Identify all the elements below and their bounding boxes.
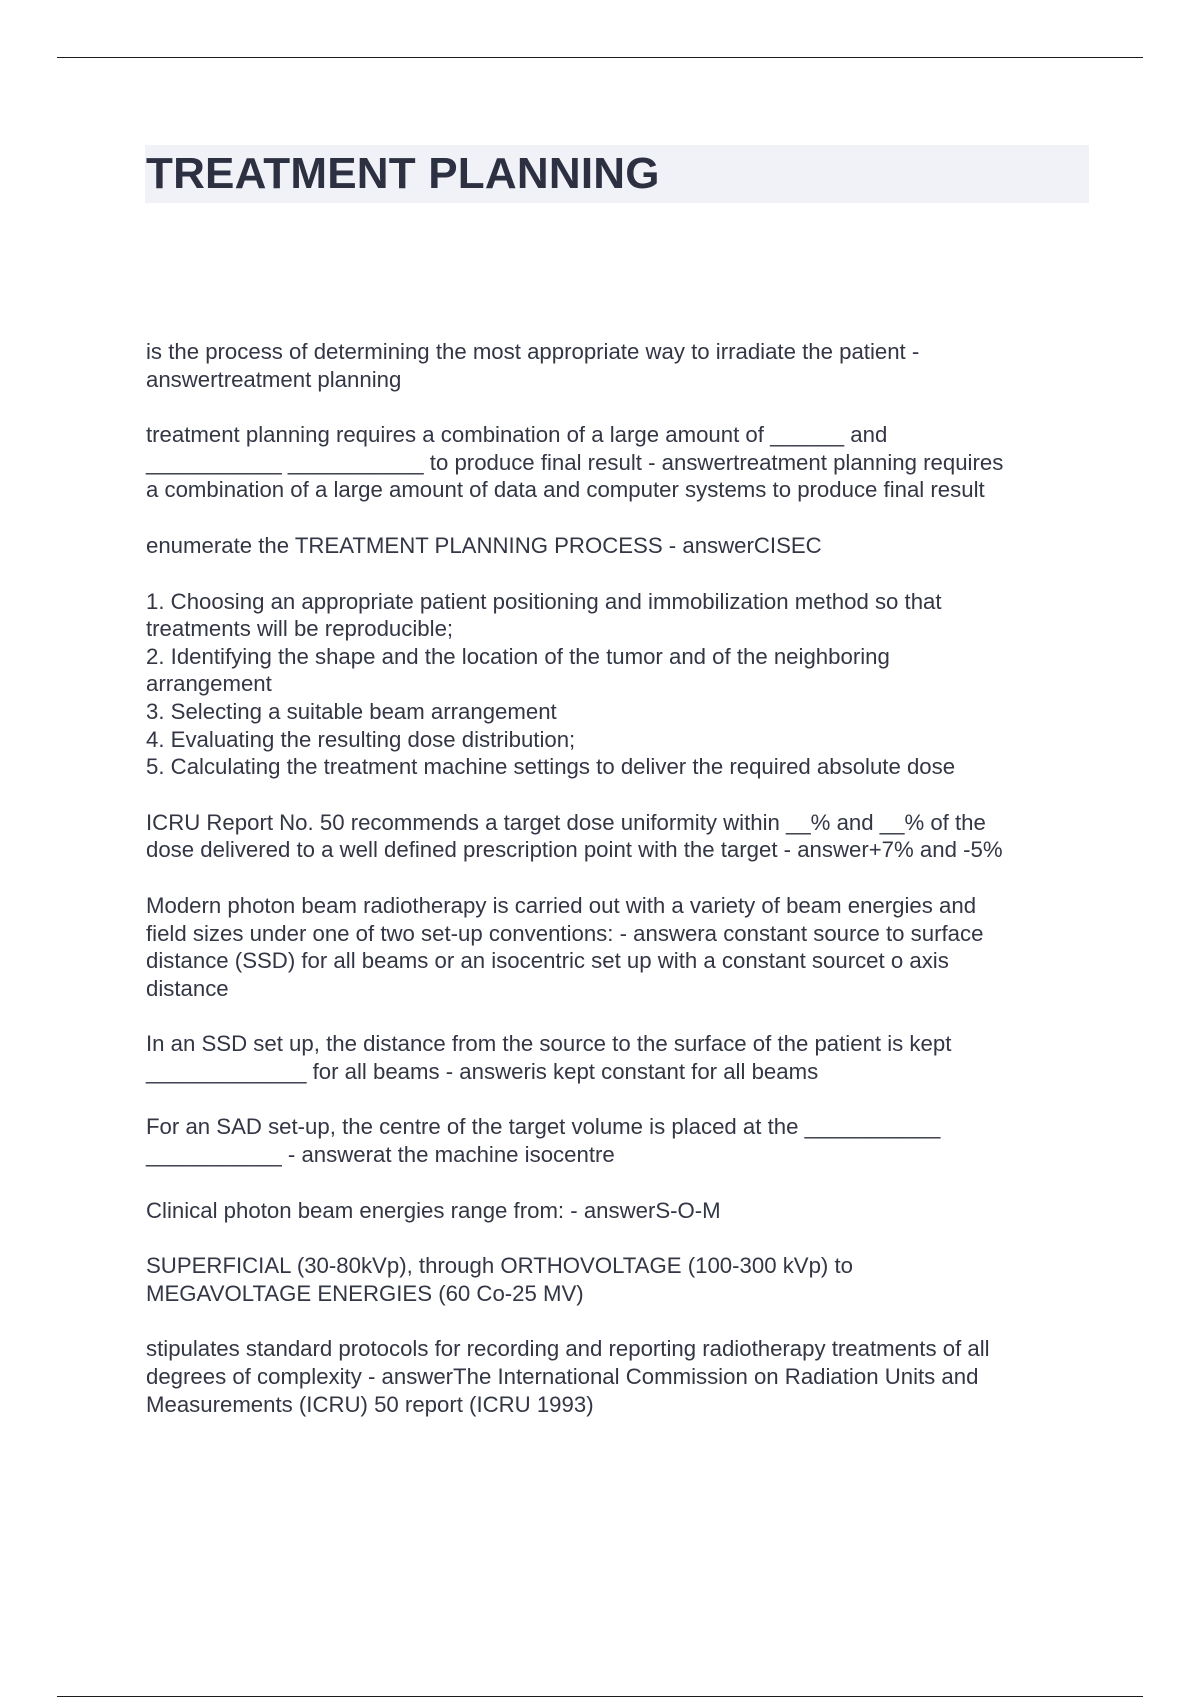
process-steps-list: 1. Choosing an appropriate patient positioning and immobilization method so that treatments will be reproducible; 2. Identifying the shape and the location of the tumor and of the neighboring arrangement 3. Selecting a suitable beam arrangement 4. Evaluating the resulting dose distribution; 5. Calculating the treatment machine settings to deliver the required absolute dose <box>146 588 956 780</box>
document-body <box>146 338 1096 1446</box>
qa-entry-process: enumerate the TREATMENT PLANNING PROCESS - answerCISEC <box>146 532 822 558</box>
qa-entry-ssd-setup: In an SSD set up, the distance from the source to the surface of the patient is kept _____________ for all beams - answeris kept constant for all beams <box>146 1031 952 1084</box>
qa-entry-sad-setup: For an SAD set-up, the centre of the target volume is placed at the ___________ ___________ - answerat the machine isocentre <box>146 1114 941 1168</box>
qa-entry-definition: is the process of determining the most appropriate way to irradiate the patient - answertreatment planning <box>146 339 920 392</box>
top-rule <box>57 57 1143 58</box>
qa-entry-setup-conventions: Modern photon beam radiotherapy is carried out with a variety of beam energies and field sizes under one of two set-up conventions: - answera constant source to surface distance (SSD) for all beams or an isocentric set up with a constant sourcet o axis distance <box>146 892 984 1001</box>
energy-range-detail: SUPERFICIAL (30-80kVp), through ORTHOVOLTAGE (100-300 kVp) to MEGAVOLTAGE ENERGIES (60 Co-25 MV) <box>146 1253 853 1306</box>
qa-entry-icru-protocols: stipulates standard protocols for recording and reporting radiotherapy treatments of all degrees of complexity - answerThe International Commission on Radiation Units and Measurements (ICRU) 50 report (ICRU 1993) <box>146 1336 990 1417</box>
document-title: TREATMENT PLANNING <box>146 149 660 198</box>
qa-entry-icru-uniformity: ICRU Report No. 50 recommends a target dose uniformity within __% and __% of the dose delivered to a well defined prescription point with the target - answer+7% and -5% <box>146 809 1003 863</box>
bottom-rule <box>57 1696 1143 1697</box>
qa-entry-energy-range: Clinical photon beam energies range from: - answerS-O-M <box>146 1197 721 1223</box>
qa-entry-data-systems: treatment planning requires a combination of a large amount of ______ and ___________ ___________ to produce final result - answertreatment planning requires a combination of a large amount of data and computer systems to produce final result <box>146 422 1004 503</box>
